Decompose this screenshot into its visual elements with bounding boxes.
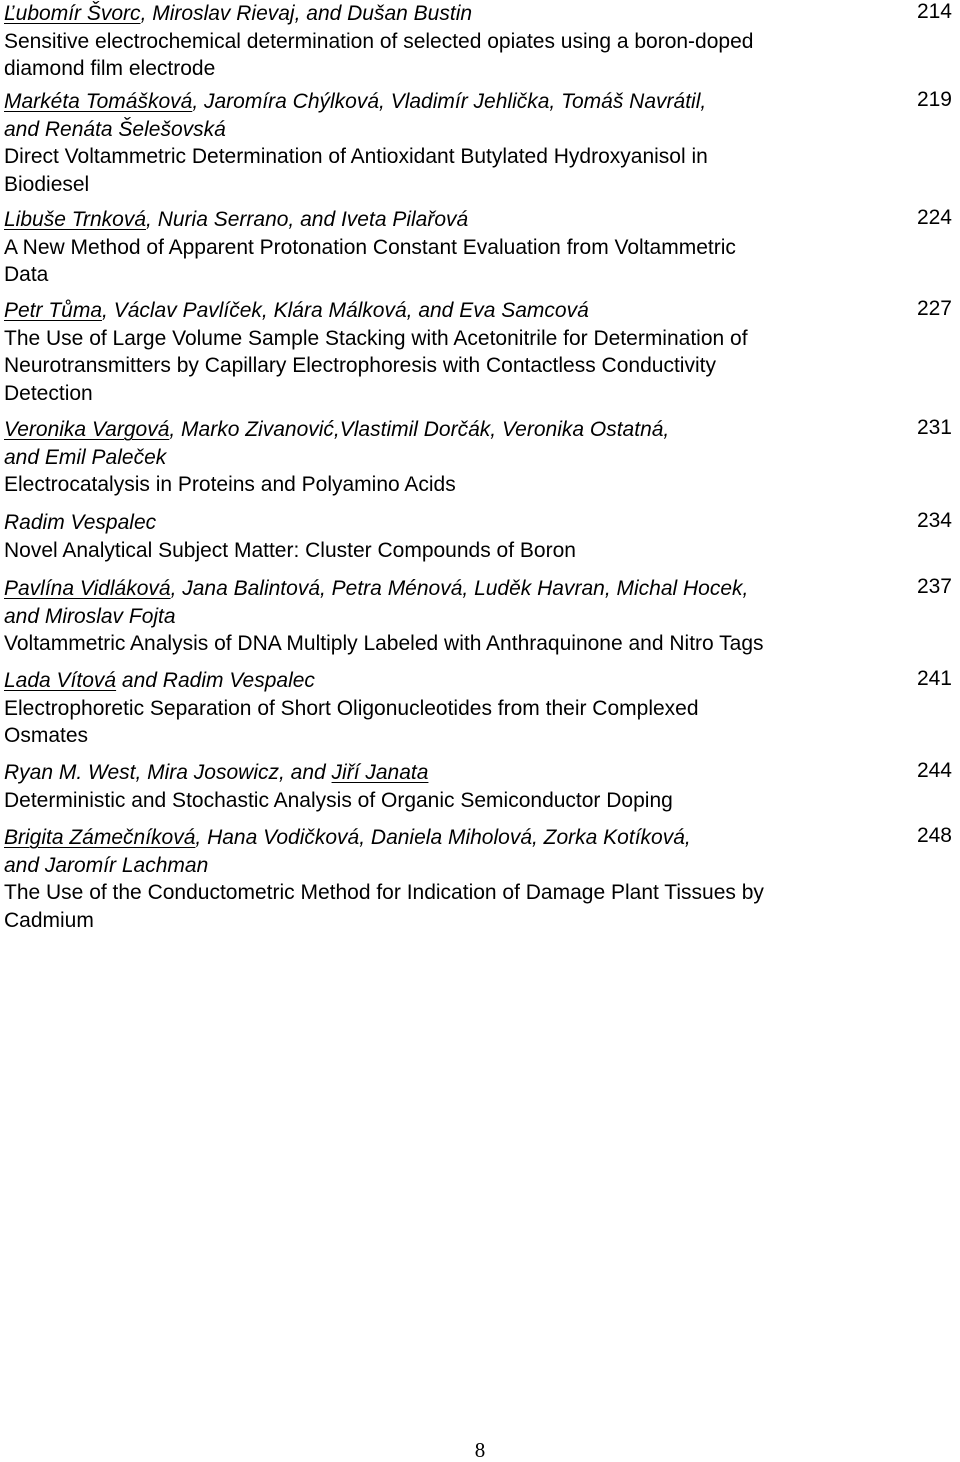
entry-page-number: 248: [916, 824, 952, 847]
toc-entry: [4, 509, 960, 564]
toc-entry-body: [4, 509, 884, 564]
co-authors: and Emil Paleček: [4, 445, 167, 469]
toc-entry-body: [4, 88, 884, 198]
entry-title-line: Novel Analytical Subject Matter: Cluster Compounds of Boron: [4, 538, 576, 562]
entry-title-line: Neurotransmitters by Capillary Electrophoresis with Contactless Conductivity: [4, 354, 716, 377]
toc-entry-body: [4, 824, 884, 934]
presenting-author: Petr Tůma: [4, 299, 103, 322]
co-authors: and Renáta Šelešovská: [4, 117, 226, 141]
entry-authors-line: [4, 824, 884, 852]
toc-entry: [4, 0, 960, 83]
entry-authors-line: [4, 0, 884, 28]
toc-entry: [4, 297, 960, 407]
entry-title-line: Electrophoretic Separation of Short Oligonucleotides from their Complexed: [4, 696, 699, 720]
entry-title-line: The Use of Large Volume Sample Stacking with Acetonitrile for Determination of: [4, 326, 748, 350]
entry-page-number: 237: [916, 575, 952, 598]
co-authors: , Marko Zivanović,Vlastimil Dorčák, Veronika Ostatná,: [169, 418, 670, 441]
entry-authors-line: [4, 444, 884, 472]
entry-page-number: 231: [916, 416, 952, 439]
entry-page-number: 219: [916, 88, 952, 111]
entry-title-line: Data: [4, 263, 49, 286]
presenting-author: Ľubomír Švorc: [4, 2, 141, 25]
entry-title-line: Direct Voltammetric Determination of Antioxidant Butylated Hydroxyanisol in: [4, 145, 708, 168]
entry-authors-line: [4, 416, 884, 444]
toc-entry: [4, 416, 960, 499]
presenting-author: Pavlína Vidláková: [4, 577, 171, 600]
entry-title-line: A New Method of Apparent Protonation Constant Evaluation from Voltammetric: [4, 235, 736, 259]
toc-entry: [4, 206, 960, 289]
toc-entry: [4, 88, 960, 198]
co-authors: , Miroslav Rievaj, and Dušan Bustin: [140, 2, 473, 25]
co-authors: and Miroslav Fojta: [4, 604, 176, 628]
co-authors: and Radim Vespalec: [116, 669, 315, 692]
footer-page-number: 8: [474, 1438, 486, 1462]
toc-entry-body: [4, 759, 884, 814]
entry-title-line: Voltammetric Analysis of DNA Multiply Labeled with Anthraquinone and Nitro Tags: [4, 632, 764, 655]
entry-page-number: 241: [916, 667, 952, 690]
entry-title-line: Sensitive electrochemical determination of selected opiates using a boron-doped: [4, 29, 754, 53]
toc-entry-body: [4, 0, 884, 83]
entry-authors-line: [4, 603, 884, 631]
toc-entry-body: [4, 297, 884, 407]
toc-entry: [4, 575, 960, 658]
entry-page-number: 224: [916, 206, 952, 229]
co-authors: , Nuria Serrano, and Iveta Pilařová: [146, 208, 469, 231]
presenting-author: Lada Vítová: [4, 669, 117, 692]
entry-authors-line: [4, 509, 884, 537]
entry-page-number: 214: [916, 0, 952, 23]
presenting-author: Brigita Zámečníková: [4, 826, 196, 849]
presenting-author: Markéta Tomášková: [4, 90, 193, 113]
toc-entry-body: [4, 575, 884, 658]
co-authors: , Jaromíra Chýlková, Vladimír Jehlička, Tomáš Navrátil,: [192, 90, 707, 113]
entry-title-line: Biodiesel: [4, 172, 90, 196]
entry-page-number: 227: [916, 297, 952, 320]
entry-authors-line: [4, 759, 884, 787]
toc-entry-body: [4, 667, 884, 750]
entry-page-number: 244: [916, 759, 952, 782]
co-authors: , Hana Vodičková, Daniela Miholová, Zorka Kotíková,: [195, 826, 691, 849]
presenting-author: Veronika Vargová: [4, 418, 170, 441]
presenting-author: Libuše Trnková: [4, 208, 147, 231]
entry-authors-line: [4, 297, 884, 325]
entry-authors-line: [4, 667, 884, 695]
co-authors: Ryan M. West, Mira Josowicz, and: [4, 761, 332, 784]
entry-authors-line: [4, 116, 884, 144]
toc-entry: [4, 667, 960, 750]
entry-title-line: Electrocatalysis in Proteins and Polyamino Acids: [4, 473, 456, 496]
co-authors: and Jaromír Lachman: [4, 853, 209, 877]
entry-authors-line: [4, 206, 884, 234]
entry-authors-line: [4, 88, 884, 116]
entry-title-line: diamond film electrode: [4, 57, 216, 80]
entry-title-line: Cadmium: [4, 908, 94, 932]
entry-title-line: Deterministic and Stochastic Analysis of Organic Semiconductor Doping: [4, 788, 673, 812]
co-authors: , Jana Balintová, Petra Ménová, Luděk Havran, Michal Hocek,: [170, 577, 749, 600]
entry-authors-line: [4, 852, 884, 880]
entry-title-line: Osmates: [4, 724, 89, 747]
toc-entry: [4, 824, 960, 934]
toc-entry-body: [4, 206, 884, 289]
entry-title-line: The Use of the Conductometric Method for Indication of Damage Plant Tissues by: [4, 881, 764, 904]
toc-entry: [4, 759, 960, 814]
entry-title-line: Detection: [4, 381, 93, 405]
presenting-author: Jiří Janata: [331, 761, 429, 784]
toc-entry-body: [4, 416, 884, 499]
entry-page-number: 234: [916, 509, 952, 532]
entry-authors-line: [4, 575, 884, 603]
co-authors: Radim Vespalec: [4, 511, 157, 534]
co-authors: , Václav Pavlíček, Klára Málková, and Eva Samcová: [102, 299, 589, 322]
